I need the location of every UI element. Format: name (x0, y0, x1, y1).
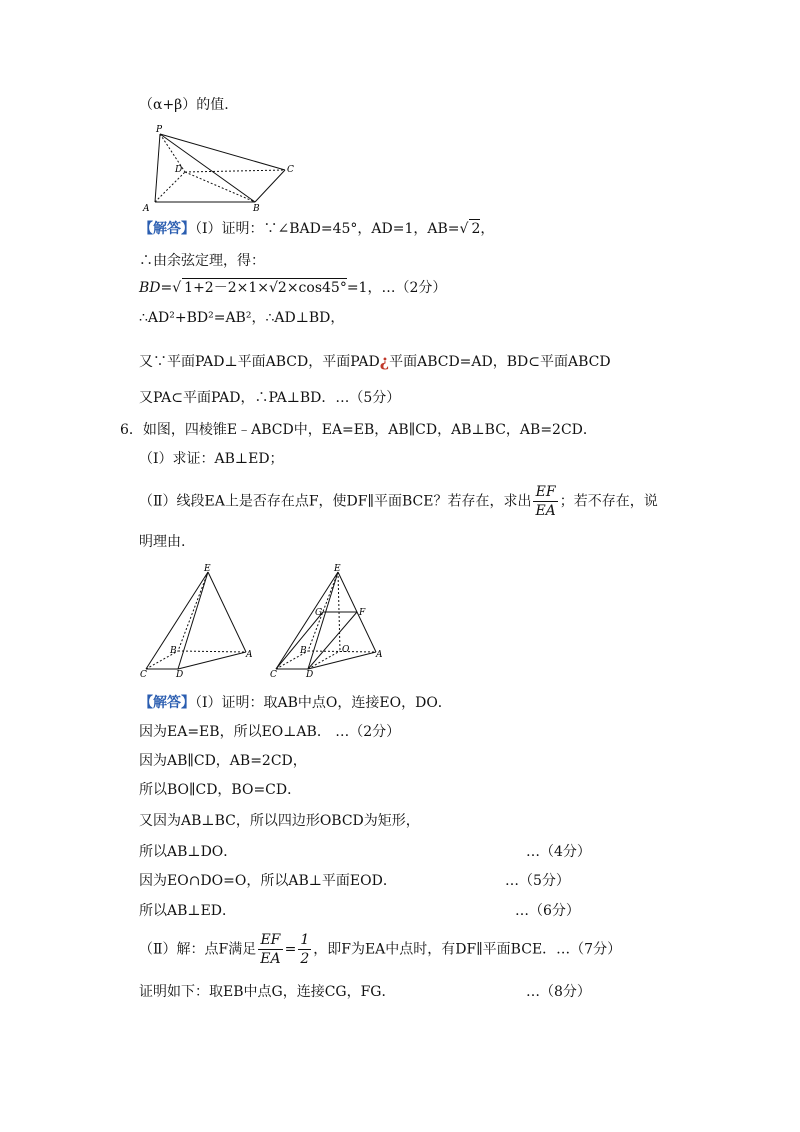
score-6: …（6分） (515, 903, 580, 919)
label-o: O (342, 645, 350, 655)
answer-2-line-1: 【解答】（Ⅰ）证明：取AB中点O，连接EO，DO． (139, 695, 452, 711)
answer-1-line-5: 又∵平面PAD⊥平面ABCD，平面PAD¿平面ABCD=AD，BD⊂平面ABCD (139, 351, 611, 370)
answer-2-line-6: 所以AB⊥DO． (139, 844, 238, 860)
score-4: …（4分） (526, 844, 591, 860)
label-c: C (270, 670, 277, 679)
answer-1-line-6: 又PA⊂平面PAD，∴PA⊥BD．…（5分） (139, 390, 401, 406)
label-d: D (176, 670, 184, 679)
answer-1-line-1: 【解答】（Ⅰ）证明：∵∠BAD=45°，AD=1，AB=√ 2， (139, 221, 495, 237)
answer-2-line-4: 所以BO∥CD，BO=CD． (139, 782, 302, 798)
fraction-one-half: $\frac{1}{2}$ (300, 932, 310, 967)
label-b: B (300, 646, 307, 656)
answer-2-line-9: （Ⅱ）解：点F满足 $\frac{EF}{EA}$ = $\frac{1}{2}$ ，即F为EA中点时，有DF∥平面BCE．…（7分） (139, 932, 622, 967)
label-p: P (156, 125, 163, 135)
label-b: B (253, 204, 260, 214)
fraction-ef-ea: $\frac{EF}{EA}$ (535, 484, 556, 519)
label-e: E (334, 564, 341, 574)
label-f: F (359, 608, 366, 618)
label-g: G (315, 608, 323, 618)
pyramid-figure-2 (138, 564, 253, 679)
label-c: C (287, 165, 294, 175)
score-5: …（5分） (505, 873, 570, 889)
label-d: D (175, 165, 183, 175)
answer-2-line-7: 因为EO∩DO=O，所以AB⊥平面EOD． (139, 873, 397, 889)
answer-2-line-3: 因为AB∥CD，AB=2CD， (139, 753, 307, 769)
label-d: D (306, 670, 314, 679)
answer-1-line-4: ∴AD²+BD²=AB²，∴AD⊥BD， (139, 310, 345, 326)
answer-1-line-3: BD=√ 1+2－2×1×√2×cos45°=1，…（2分） (139, 280, 447, 296)
question-6-part-2-cont: 明理由. (139, 534, 186, 550)
answer-2-line-10: 证明如下：取EB中点G，连接CG，FG． (139, 984, 396, 1000)
score-8: …（8分） (526, 984, 591, 1000)
answer-tag: 【解答】 (139, 695, 195, 711)
question-6-stem: 6．如图，四棱锥E﹣ABCD中，EA=EB，AB∥CD，AB⊥BC，AB=2CD． (120, 422, 597, 438)
label-a: A (143, 204, 150, 214)
answer-2-line-8: 所以AB⊥ED． (139, 903, 237, 919)
pyramid-figure-3 (268, 564, 383, 679)
label-a: A (246, 650, 253, 660)
pyramid-figure-1 (140, 122, 300, 214)
answer-2-line-2: 因为EA=EB，所以EO⊥AB． …（2分） (139, 724, 401, 740)
label-c: C (140, 670, 147, 679)
question-6-part-2: （Ⅱ）线段EA上是否存在点F，使DF∥平面BCE？若存在，求出 $\frac{EF}{EA}$ ；若不存在，说 (139, 484, 658, 519)
question-6-part-1: （Ⅰ）求证：AB⊥ED； (139, 451, 284, 467)
answer-1-line-2: ∴由余弦定理，得： (139, 253, 265, 269)
label-b: B (170, 646, 177, 656)
answer-tag: 【解答】 (139, 221, 195, 237)
answer-2-line-5: 又因为AB⊥BC，所以四边形OBCD为矩形， (139, 813, 420, 829)
label-a: A (376, 650, 383, 660)
problem-tail: （α+β）的值. (139, 97, 229, 113)
fraction-ef-ea: $\frac{EF}{EA}$ (260, 932, 281, 967)
label-e: E (204, 564, 211, 574)
